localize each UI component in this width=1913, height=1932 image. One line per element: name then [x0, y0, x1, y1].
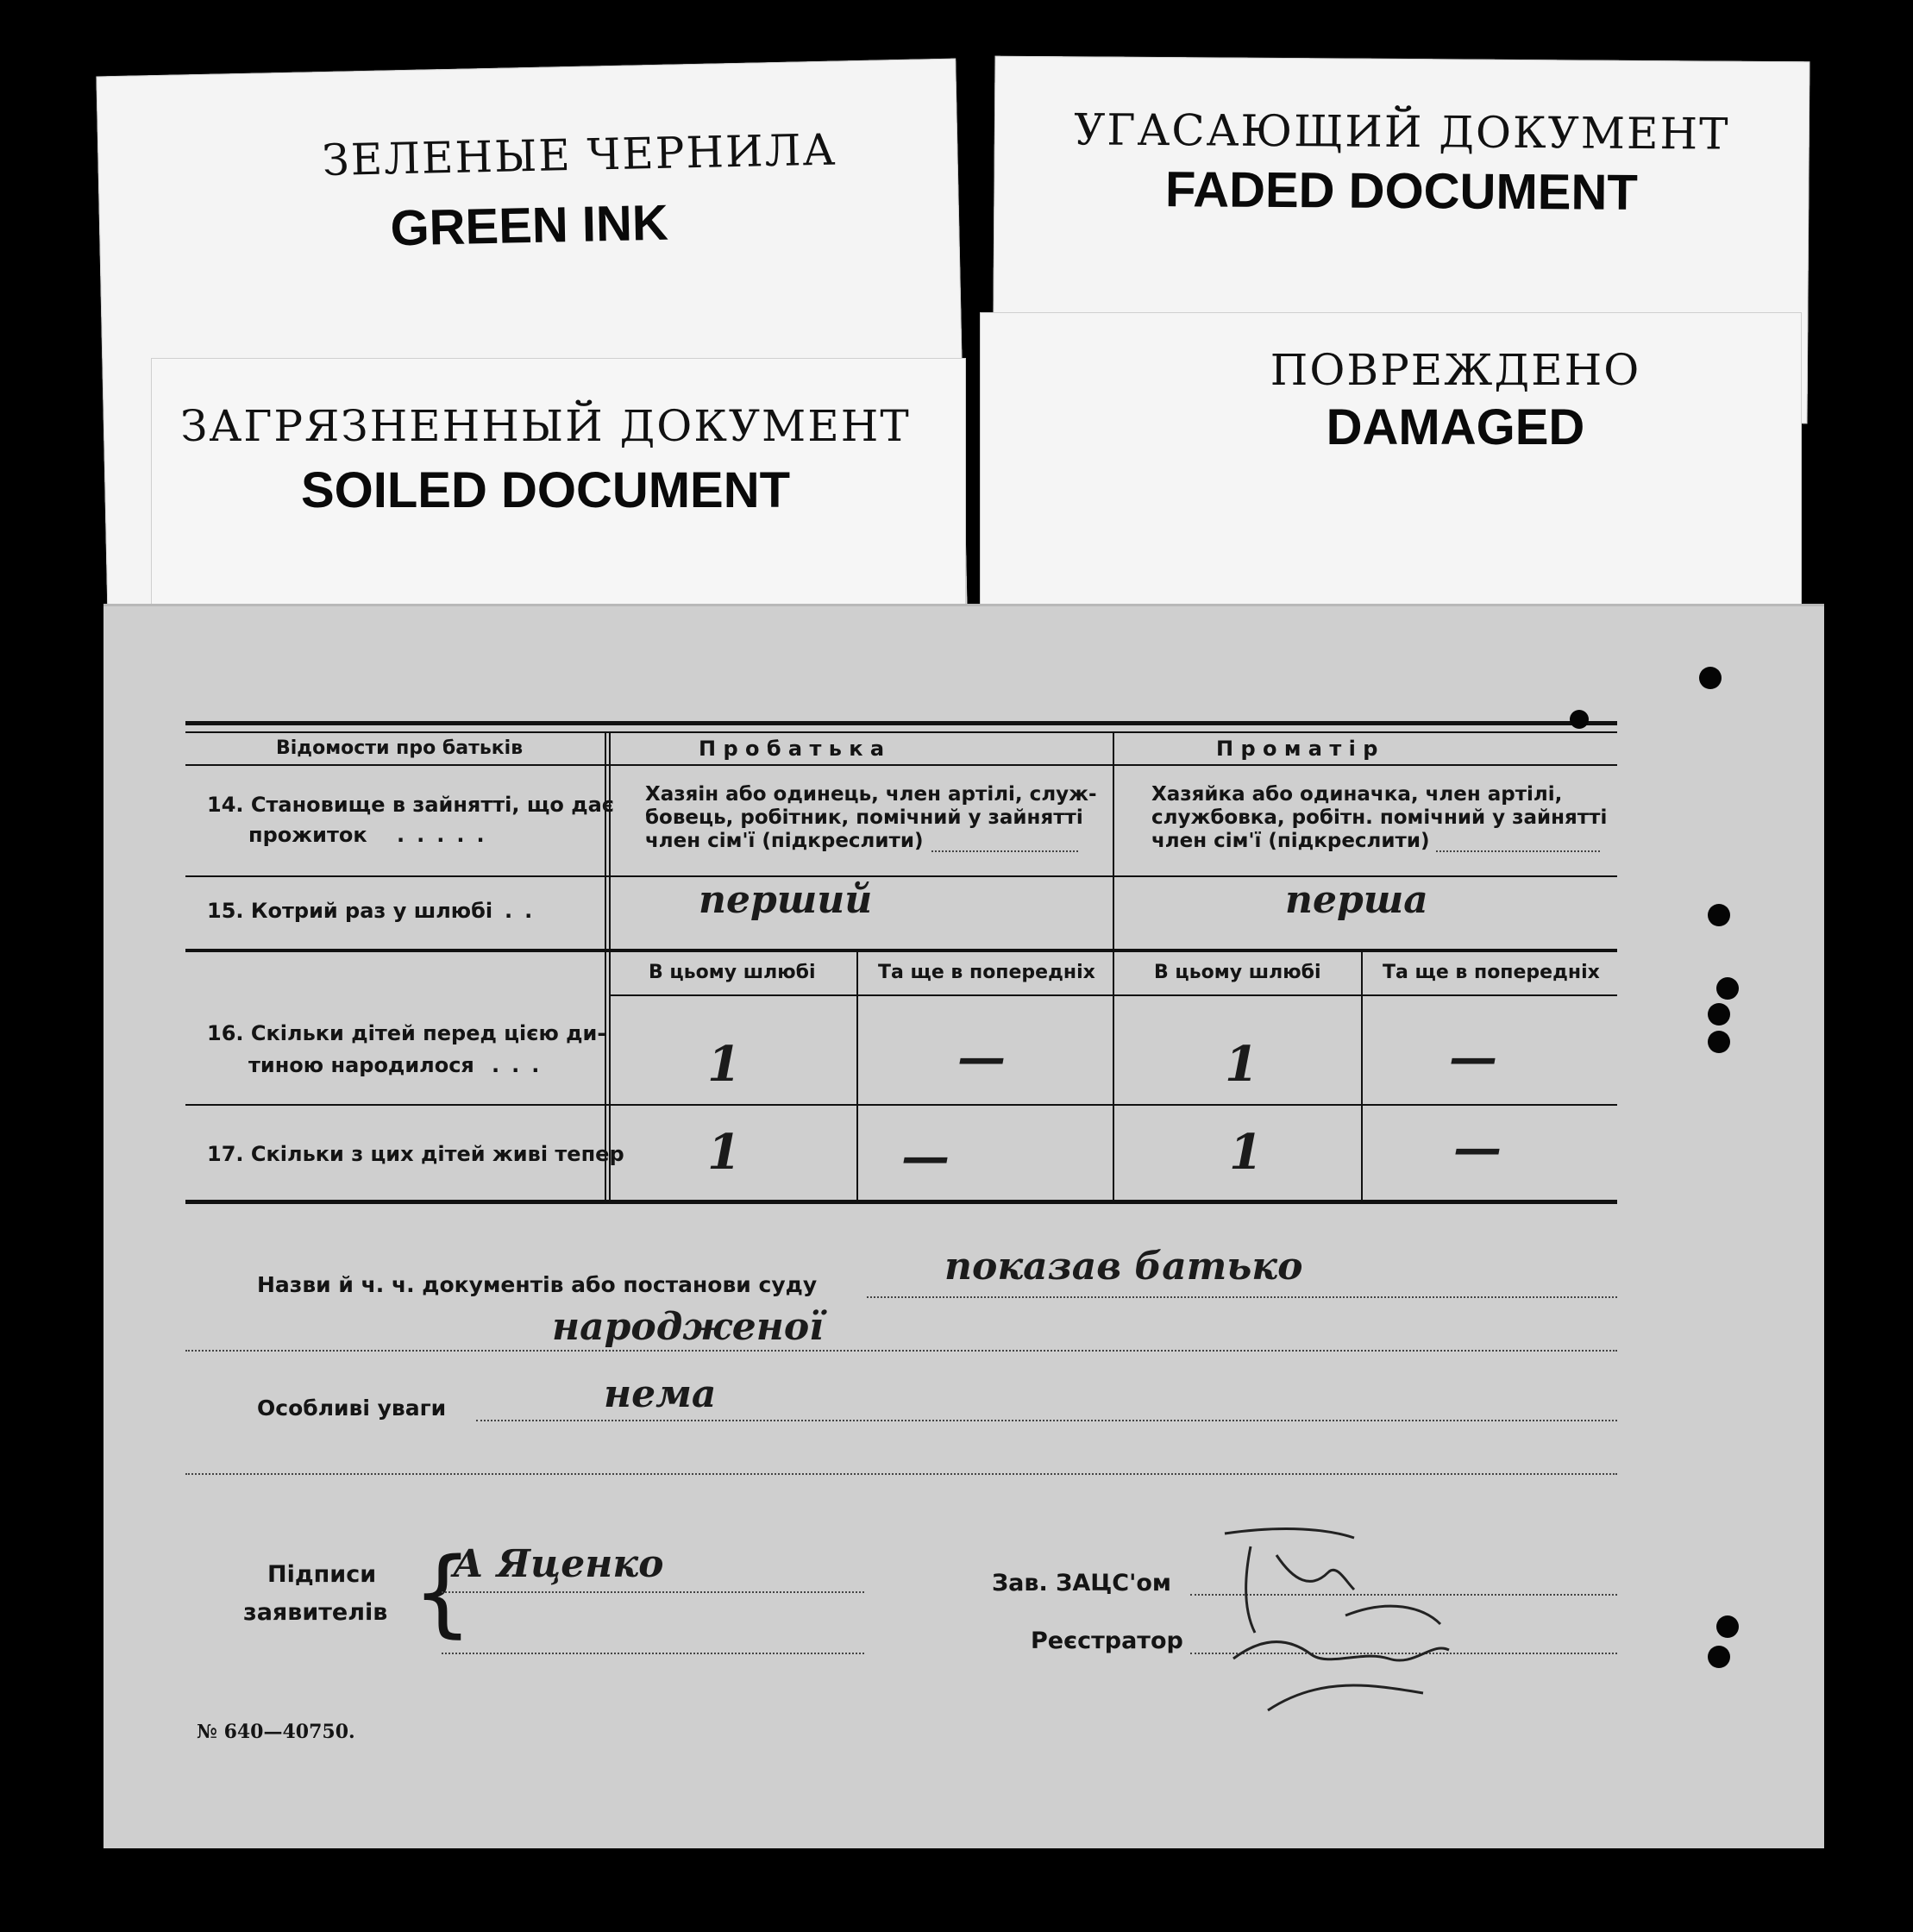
row14-mother-line2: службовка, робітн. помічний у зайнятті: [1151, 806, 1608, 829]
remarks-line-2: [185, 1473, 1617, 1475]
row16-mother-prev: —: [1449, 1029, 1497, 1086]
col-divider-father: [856, 951, 858, 1201]
flag-damaged-ru: ПОВРЕЖДЕНО: [1270, 345, 1641, 395]
row14-father-dots: [931, 850, 1078, 852]
row15-mother-handwriting: перша: [1285, 878, 1428, 922]
documents-line-1: [867, 1296, 1617, 1298]
head-label: Зав. ЗАЦС'ом: [992, 1570, 1171, 1596]
row16-father-this: 1: [707, 1036, 741, 1093]
flag-damaged-en: DAMAGED: [1326, 399, 1585, 455]
row16-father-prev: —: [957, 1029, 1006, 1086]
row17-mother-prev: —: [1453, 1120, 1502, 1176]
form-number: № 640—40750.: [197, 1721, 355, 1743]
col-divider-2: [1113, 731, 1114, 1201]
row14-label-line1: 14. Становище в зайнятті, що дає: [207, 793, 615, 817]
row17-label: 17. Скільки з цих дітей живі тепер: [207, 1142, 624, 1166]
remarks-label: Особливі уваги: [257, 1396, 447, 1421]
applicant-signature-line-2: [442, 1653, 864, 1654]
flag-green-ink-en: GREEN INK: [389, 194, 669, 257]
row16-label-dots: ...: [492, 1053, 552, 1077]
flag-soiled-en: SOILED DOCUMENT: [300, 462, 791, 518]
registrar-label: Реєстратор: [1031, 1628, 1183, 1654]
flag-faded-en: FADED DOCUMENT: [1164, 161, 1639, 221]
documents-line-2: [185, 1350, 1617, 1352]
subheader-mother-prev: Та ще в попередніх: [1383, 962, 1600, 983]
table-bottom-rule: [185, 1200, 1617, 1204]
applicant-signature-line-1: [442, 1591, 864, 1593]
row14-father-line2: бовець, робітник, помічний у зайнятті: [645, 806, 1083, 829]
signatures-label-line2: заявителів: [243, 1599, 388, 1626]
subheader-father-prev: Та ще в попередніх: [878, 962, 1095, 983]
documents-label: Назви й ч. ч. документів або постанови суду: [257, 1272, 818, 1297]
applicant-signature: А Яценко: [453, 1542, 664, 1586]
signatures-brace: {: [412, 1537, 473, 1647]
row16-mother-this: 1: [1225, 1036, 1258, 1093]
row14-mother-dots: [1436, 850, 1600, 852]
row14-label-line2: прожиток: [248, 823, 367, 847]
row15-rule: [185, 949, 1617, 952]
row17-mother-this: 1: [1229, 1124, 1263, 1181]
header-rule: [185, 764, 1617, 766]
remarks-handwriting: нема: [604, 1372, 717, 1416]
flag-green-ink-ru: ЗЕЛЕНЫЕ ЧЕРНИЛА: [322, 124, 837, 186]
row16-label-line2: тиною народилося: [248, 1053, 474, 1077]
row14-mother-line3: член сім'ї (підкреслити): [1151, 830, 1430, 852]
form-sheet: [103, 604, 1824, 1848]
subheader-mother-this: В цьому шлюбі: [1154, 962, 1321, 983]
table-top-rule-thin: [185, 731, 1617, 733]
documents-handwriting-1: показав батько: [944, 1245, 1303, 1289]
subheader-father-this: В цьому шлюбі: [649, 962, 816, 983]
row14-label-dots: .....: [397, 823, 497, 847]
row15-label-dots: ..: [505, 899, 545, 923]
header-mother: П р о м а т і р: [1216, 737, 1378, 761]
flag-faded-ru: УГАСАЮЩИЙ ДОКУМЕНТ: [1074, 104, 1730, 160]
row16-label-line1: 16. Скільки дітей перед цією ди-: [207, 1021, 606, 1045]
official-signatures: [1216, 1512, 1501, 1736]
row14-father-line3: член сім'ї (підкреслити): [645, 830, 924, 852]
row17-father-this: 1: [707, 1124, 741, 1181]
header-father: П р о б а т ь к а: [699, 737, 885, 761]
row15-father-handwriting: перший: [699, 878, 873, 922]
flag-soiled-ru: ЗАГРЯЗНЕННЫЙ ДОКУМЕНТ: [180, 401, 911, 451]
header-parents-info: Відомости про батьків: [276, 737, 524, 759]
col-divider-mother: [1361, 951, 1363, 1201]
row14-father-line1: Хазяін або одинець, член артілі, служ-: [645, 783, 1097, 806]
row14-mother-line1: Хазяйка або одиначка, член артілі,: [1151, 783, 1563, 806]
remarks-line-1: [476, 1420, 1617, 1421]
row16-rule: [185, 1104, 1617, 1106]
row17-father-prev: —: [901, 1128, 950, 1185]
documents-handwriting-2: народженої: [552, 1305, 824, 1349]
row15-label: 15. Котрий раз у шлюбі: [207, 899, 493, 923]
row14-rule: [185, 875, 1617, 877]
signatures-label-line1: Підписи: [267, 1561, 377, 1588]
table-top-rule: [185, 721, 1617, 725]
